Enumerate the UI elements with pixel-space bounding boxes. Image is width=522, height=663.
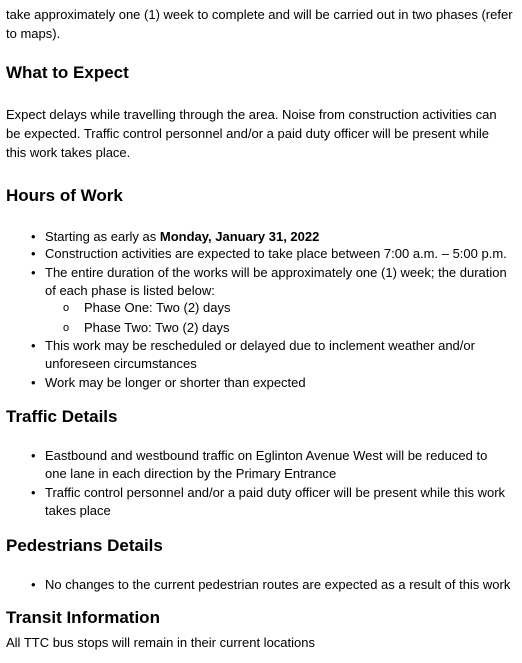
phase-one: Phase One: Two (2) days	[84, 300, 231, 315]
expect-line: Expect delays while travelling through the area. Noise from construction activities can	[6, 107, 497, 122]
bullet-marker: •	[31, 338, 36, 353]
traffic-item-personnel: Traffic control personnel and/or a paid duty officer will be present while this work	[45, 485, 506, 500]
hours-item-times: Construction activities are expected to take place between 7:00 a.m. – 5:00 p.m.	[45, 246, 507, 261]
hours-item-duration: The entire duration of the works will be approximately one (1) week; the duration	[45, 265, 507, 280]
sub-bullet-marker: o	[63, 322, 70, 334]
traffic-item-lanes: one lane in each direction by the Primary Entrance	[45, 466, 337, 481]
hours-item-reschedule: This work may be rescheduled or delayed due to inclement weather and/or	[45, 338, 475, 353]
intro-line: to maps).	[6, 26, 61, 41]
bullet-marker: •	[31, 577, 36, 592]
phase-two: Phase Two: Two (2) days	[84, 320, 230, 335]
bullet-marker: •	[31, 448, 36, 463]
section-heading-transit-information: Transit Information	[6, 608, 160, 627]
traffic-item-personnel: takes place	[45, 503, 111, 518]
bullet-marker: •	[31, 246, 36, 261]
start-label: Starting as early as	[45, 229, 160, 244]
traffic-item-lanes: Eastbound and westbound traffic on Eglinton Avenue West will be reduced to	[45, 448, 488, 463]
expect-line: this work takes place.	[6, 145, 131, 160]
section-heading-what-to-expect: What to Expect	[6, 63, 129, 82]
section-heading-pedestrians-details: Pedestrians Details	[6, 536, 163, 555]
start-date: Monday, January 31, 2022	[159, 229, 320, 244]
hours-item-length: Work may be longer or shorter than expected	[45, 375, 306, 390]
hours-item-reschedule: unforeseen circumstances	[45, 356, 197, 371]
hours-item-duration: of each phase is listed below:	[45, 283, 215, 298]
bullet-marker: •	[31, 229, 36, 244]
sub-bullet-marker: o	[63, 302, 70, 314]
transit-line: All TTC bus stops will remain in their current locations	[6, 635, 315, 650]
expect-line: be expected. Traffic control personnel and/or a paid duty officer will be present while	[6, 126, 489, 141]
section-heading-traffic-details: Traffic Details	[6, 407, 118, 426]
bullet-marker: •	[31, 485, 36, 500]
section-heading-hours-of-work: Hours of Work	[6, 186, 123, 205]
bullet-marker: •	[31, 265, 36, 280]
pedestrians-item: No changes to the current pedestrian routes are expected as a result of this work	[45, 577, 511, 592]
bullet-marker: •	[31, 375, 36, 390]
intro-line: take approximately one (1) week to complete and will be carried out in two phases (refer	[6, 7, 513, 22]
